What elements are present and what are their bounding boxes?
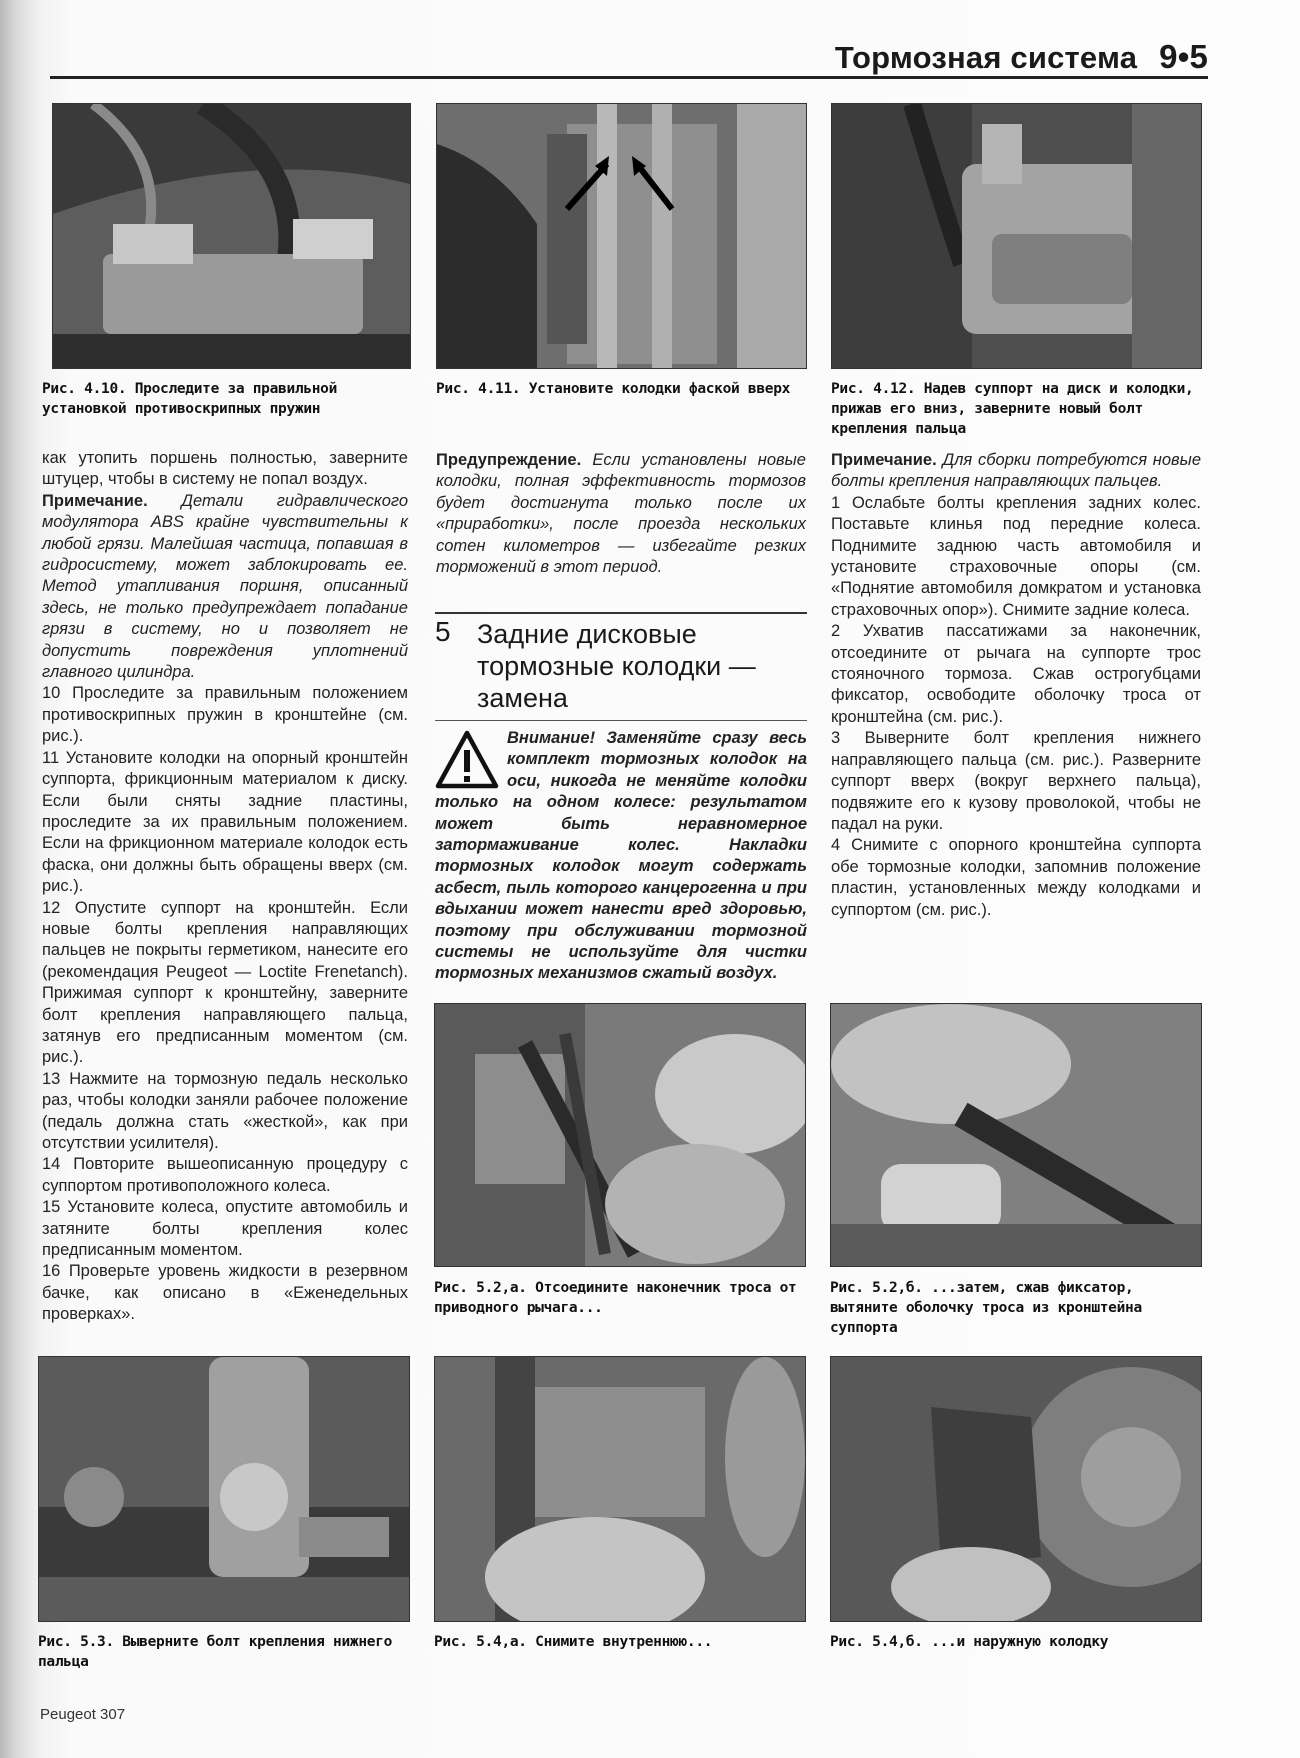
header-rule xyxy=(50,76,1208,79)
photo-fig-4-10 xyxy=(52,103,411,369)
photo-fig-5-4a xyxy=(434,1356,806,1622)
column-3-text xyxy=(831,450,1201,921)
col1-step-10: 10 Проследите за правильным положением противоскрипных пружин в кронштейне (см. рис.). xyxy=(42,684,408,746)
column-2-warning xyxy=(436,450,806,578)
photo-fig-4-12 xyxy=(831,103,1202,369)
photo-fig-5-4b xyxy=(830,1356,1202,1622)
header-title: Тормозная система xyxy=(834,40,1138,75)
caption-fig-4-11: Рис. 4.11. Установите колодки фаской вверх xyxy=(436,381,791,397)
col1-note-label: Примечание. xyxy=(42,491,148,510)
col1-note-text: Детали гидравлического модулятора ABS крайне чувствительны к любой грязи. Малейшая частица, попавшая в гидросистему, может заблокировать ее. Метод утапливания поршня, описанный здесь, не только предупреждает попадание грязи в систему, но и позволяет не допустить повреждения уплотнений главного цилиндра. xyxy=(42,491,408,682)
caption-fig-5-4b: Рис. 5.4,б. ...и наружную колодку xyxy=(830,1634,1109,1650)
col3-step-4: 4 Снимите с опорного кронштейна суппорта обе тормозные колодки, запомнив положение пластин, установленных между колодками и суппортом (см. рис.). xyxy=(831,836,1201,919)
caution-text: Внимание! Заменяйте сразу весь комплект тормозных колодок на оси, никогда не меняйте колодки только на одном колесе: результатом может быть неравномерное затормаживание колес. Накладки тормозных колодок могут содержать асбест, пыль которого канцерогенна и при вдыхании может нанести вред здоровью, поэтому при обслуживании тормозной системы не используйте для чистки тормозных механизмов сжатый воздух. xyxy=(435,729,807,983)
page-footer: Peugeot 307 xyxy=(40,1706,126,1723)
col1-step-11: 11 Установите колодки на опорный кронштейн суппорта, фрикционным материалом к диску. Если были сняты задние пластины, проследите за их правильным положением. Если на фрикционном материале колодок есть фаска, они должны быть обращены вверх (см. рис.). xyxy=(42,748,408,896)
section-number: 5 xyxy=(435,616,451,647)
photo-fig-5-3 xyxy=(38,1356,410,1622)
caption-fig-5-2a: Рис. 5.2,а. Отсоедините наконечник троса от приводного рычага... xyxy=(434,1280,797,1316)
col3-step-1: 1 Ослабьте болты крепления задних колес. Поставьте клинья под передние колеса. Поднимите заднюю часть автомобиля и установите страховочные опоры (см. «Поднятие автомобиля домкратом и установка страховочных опор»). Снимите задние колеса. xyxy=(831,493,1201,619)
col3-note-label: Примечание. xyxy=(831,451,937,469)
section-heading xyxy=(435,612,807,721)
col3-step-2: 2 Ухватив пассатижами за наконечник, отсоедините от рычага на суппорте трос стояночного тормоза. Сжав острогубцами фиксатор, освободите оболочку троса от кронштейна (см. рис.). xyxy=(831,622,1201,726)
column-1-text xyxy=(42,448,408,1326)
col2-warning-label: Предупреждение. xyxy=(436,451,582,469)
col1-step-15: 15 Установите колеса, опустите автомобиль и затяните болты крепления колес предписанным моментом. xyxy=(42,1198,408,1260)
photo-fig-4-11 xyxy=(436,103,807,369)
caption-fig-5-3: Рис. 5.3. Выверните болт крепления нижнего пальца xyxy=(38,1634,393,1670)
col3-step-3: 3 Выверните болт крепления нижнего направляющего пальца (см. рис.). Разверните суппорт вверх (вокруг верхнего пальца), подвяжите его к кузову проволокой, чтобы не падал на руки. xyxy=(831,729,1201,833)
caption-fig-5-2b: Рис. 5.2,б. ...затем, сжав фиксатор, вытяните оболочку троса из кронштейна суппорта xyxy=(830,1280,1142,1336)
col2-warning-text: Если установлены новые колодки, полная эффективность тормозов будет достигнута только после их «приработки», после проезда нескольких сотен километров — избегайте резких торможений в этот период. xyxy=(436,451,806,577)
page-number: 9•5 xyxy=(1159,38,1208,75)
caption-fig-4-12: Рис. 4.12. Надев суппорт на диск и колодки, прижав его вниз, заверните новый болт крепления пальца xyxy=(831,381,1194,437)
caption-fig-4-10: Рис. 4.10. Проследите за правильной установкой противоскрипных пружин xyxy=(42,381,338,417)
caution-block xyxy=(435,728,807,985)
photo-fig-5-2a xyxy=(434,1003,806,1267)
page-header xyxy=(835,38,1208,76)
col1-step-14: 14 Повторите вышеописанную процедуру с суппортом противоположного колеса. xyxy=(42,1155,408,1195)
photo-fig-5-2b xyxy=(830,1003,1202,1267)
col3-note-text: Для сборки потребуются новые болты крепления направляющих пальцев. xyxy=(831,451,1201,491)
col1-step-13: 13 Нажмите на тормозную педаль несколько раз, чтобы колодки заняли рабочее положение (педаль должна стать «жесткой», как при отсутствии усилителя). xyxy=(42,1069,408,1152)
col1-step-16: 16 Проверьте уровень жидкости в резервном бачке, как описано в «Еженедельных проверках». xyxy=(42,1262,408,1324)
section-title: Задние дисковые тормозные колодки — замена xyxy=(477,619,756,713)
col1-step-12: 12 Опустите суппорт на кронштейн. Если новые болты крепления направляющих пальцев не покрыты герметиком, нанесите его (рекомендация Peugeot — Loctite Frenetanch). Прижимая суппорт к кронштейну, заверните болт крепления направляющего пальца, затянув его предписанным моментом (см. рис.). xyxy=(42,898,408,1067)
col1-paragraph: как утопить поршень полностью, заверните штуцер, чтобы в систему не попал воздух. xyxy=(42,449,408,489)
warning-triangle-icon xyxy=(435,730,499,790)
caption-fig-5-4a: Рис. 5.4,а. Снимите внутреннюю... xyxy=(434,1634,713,1650)
